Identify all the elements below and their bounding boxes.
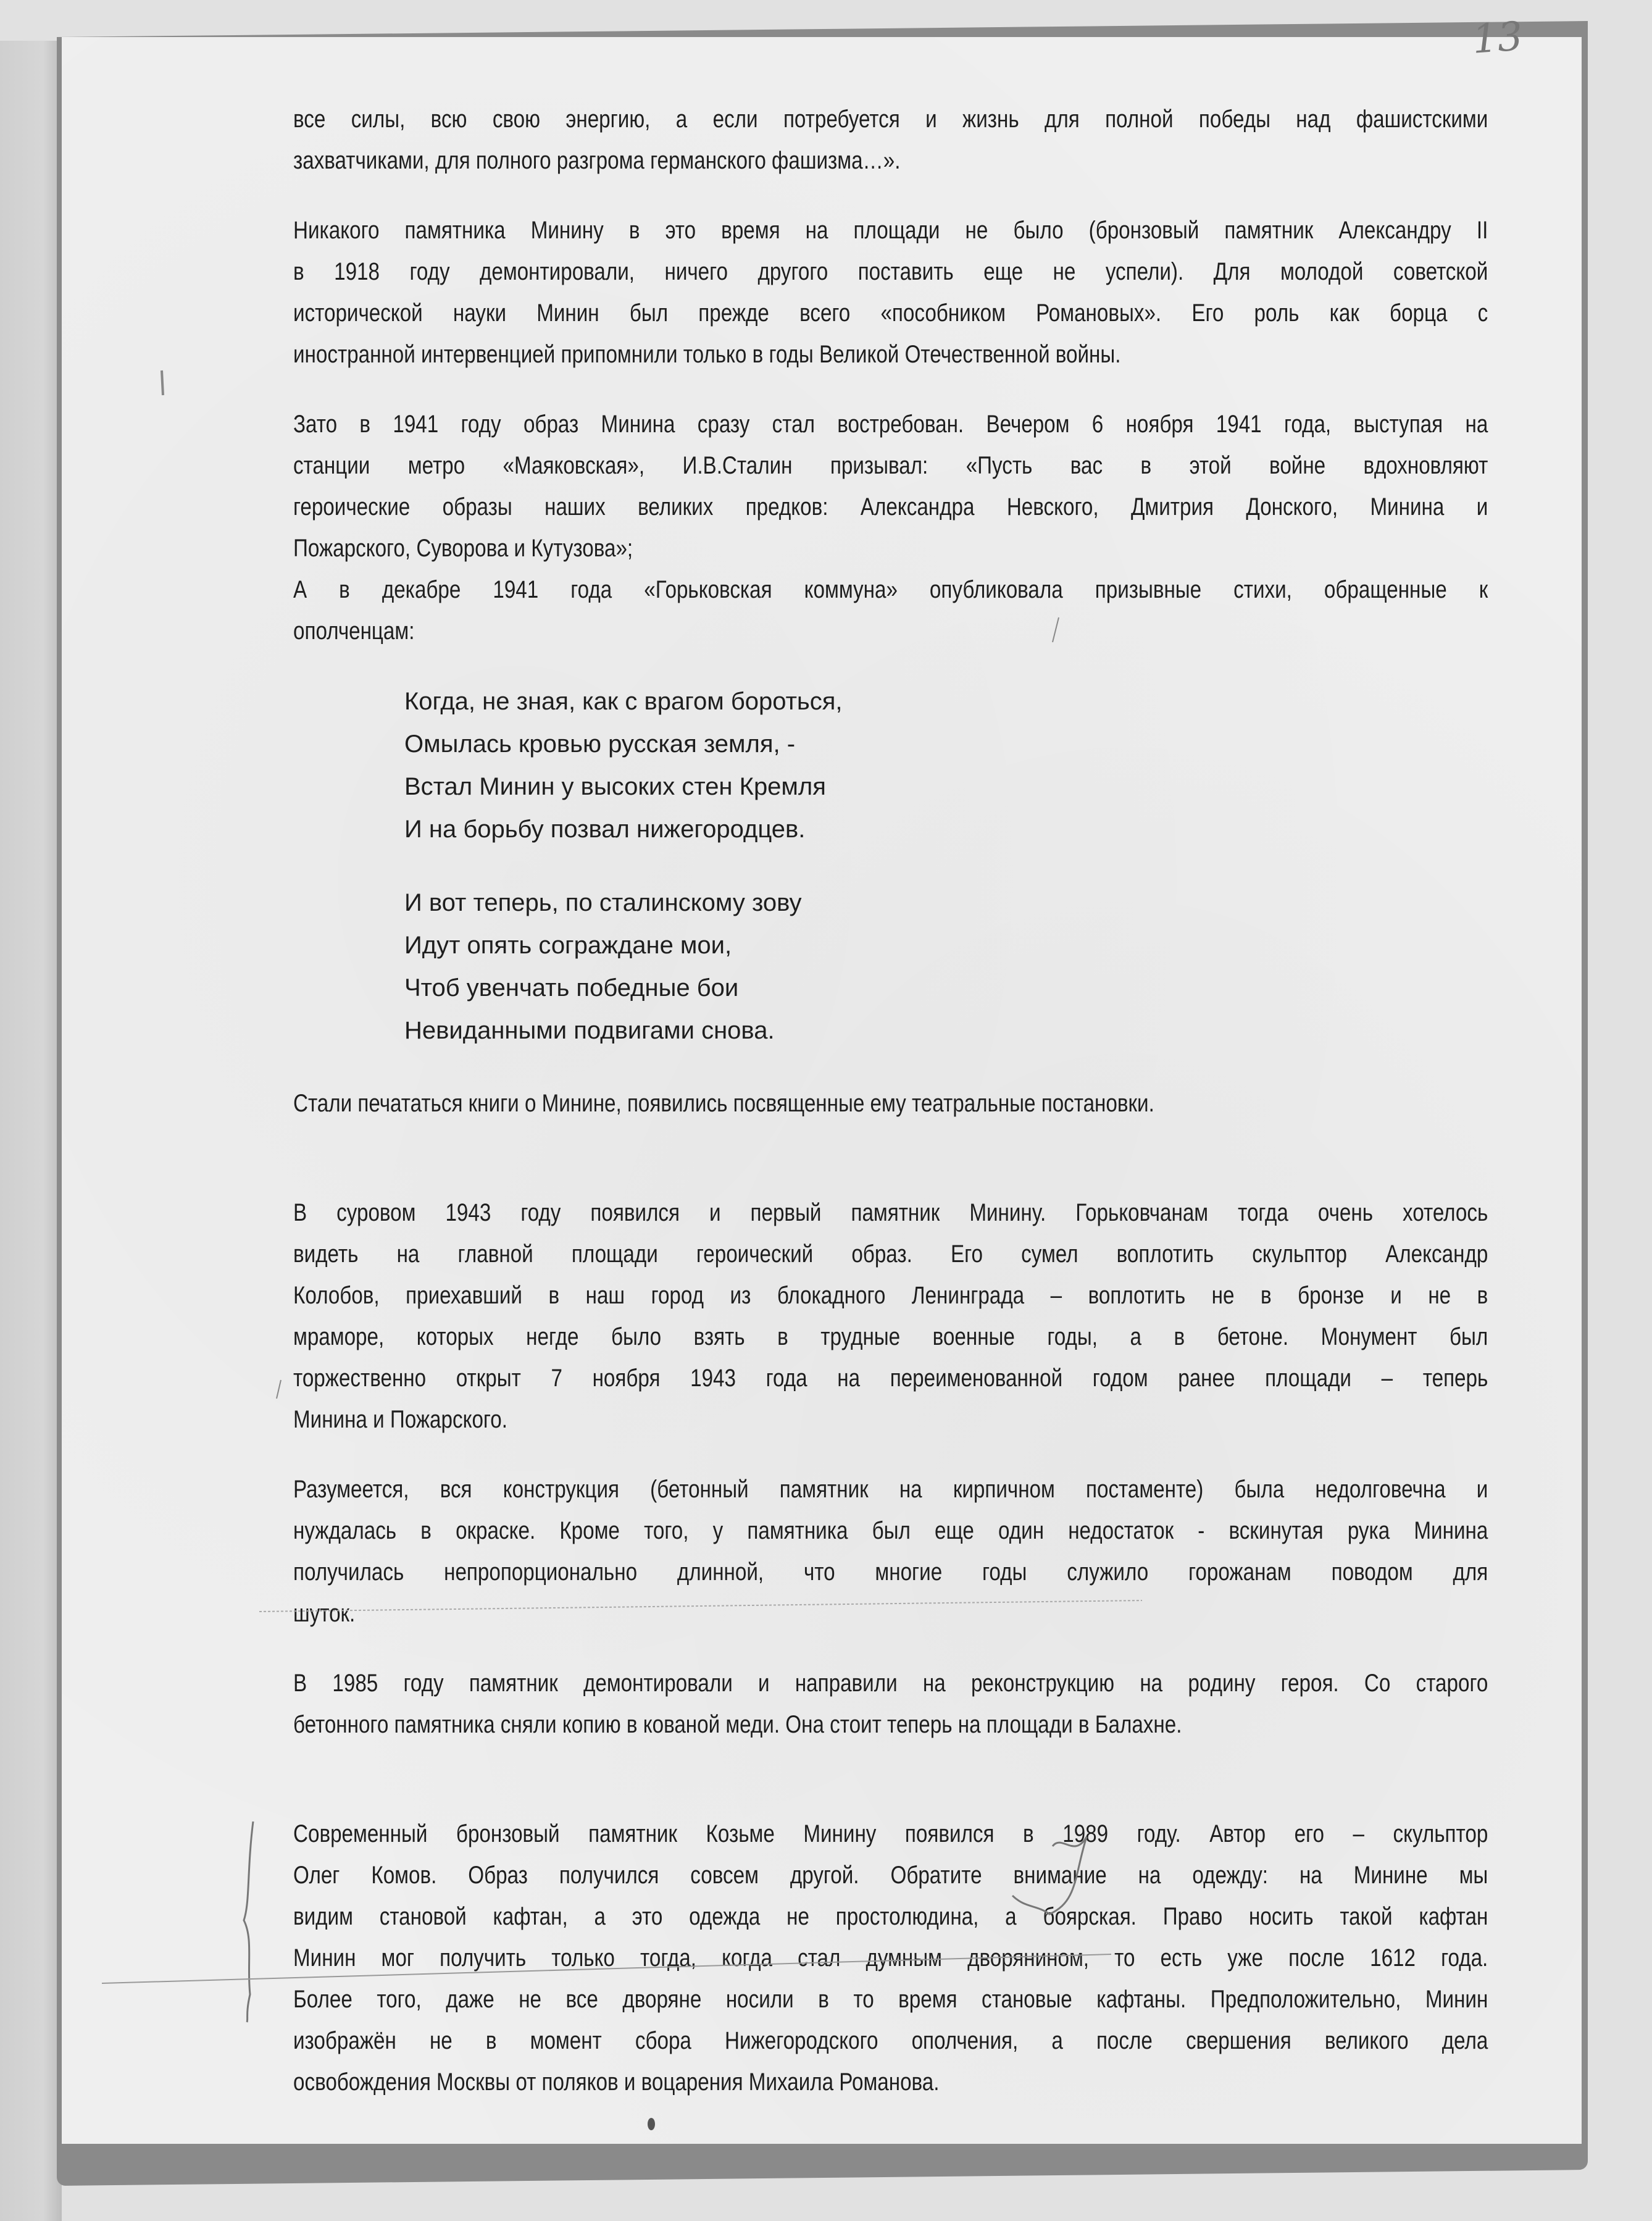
text-line: видим становой кафтан, а это одежда не простолюдина, а боярская. Право носить такой кафтан xyxy=(293,1903,1488,1930)
text-line: В суровом 1943 году появился и первый памятник Минину. Горьковчанам тогда очень хотелось xyxy=(293,1199,1488,1226)
text-line: Зато в 1941 году образ Минина сразу стал востребован. Вечером 6 ноября 1941 года, выступая на xyxy=(293,411,1488,438)
text-line: В 1985 году памятник демонтировали и направили на реконструкцию на родину героя. Со старого xyxy=(293,1670,1488,1697)
text-line: Олег Комов. Образ получился совсем другой. Обратите внимание на одежду: на Минине мы xyxy=(293,1862,1488,1889)
pencil-rule-line xyxy=(259,1600,1142,1612)
text-line: Современный бронзовый памятник Козьме Минину появился в 1989 году. Автор его – скульптор xyxy=(293,1820,1488,1847)
text-line: получилась непропорционально длинной, что многие годы служило горожанам поводом для xyxy=(293,1558,1488,1586)
text-line: Минин мог получить только тогда, когда стал думным дворянином, то есть уже после 1612 года. xyxy=(293,1944,1488,1972)
text-line: Разумеется, вся конструкция (бетонный памятник на кирпичном постаменте) была недолговечна и xyxy=(293,1476,1488,1503)
text-line: героические образы наших великих предков: Александра Невского, Дмитрия Донского, Минина и xyxy=(293,493,1488,521)
text-line: нуждалась в окраске. Кроме того, у памятника был еще один недостаток - вскинутая рука Минина xyxy=(293,1517,1488,1544)
paper-spot xyxy=(648,2118,655,2130)
text-line: Стали печататься книги о Минине, появились посвященные ему театральные постановки. xyxy=(293,1090,1154,1117)
text-line: в 1918 году демонтировали, ничего другого поставить еще не успели). Для молодой советской xyxy=(293,258,1488,285)
handwritten-page-number: 13 xyxy=(1471,14,1524,63)
text-line: шуток. xyxy=(293,1600,356,1627)
text-line: Никакого памятника Минину в это время на площади не было (бронзовый памятник Александру II xyxy=(293,217,1488,244)
text-line: видеть на главной площади героический образ. Его сумел воплотить скульптор Александр xyxy=(293,1240,1488,1268)
poem-line: Невиданными подвигами снова. xyxy=(404,1017,775,1044)
text-line: станции метро «Маяковская», И.В.Сталин призывал: «Пусть вас в этой войне вдохновляют xyxy=(293,452,1488,479)
text-line: Колобов, приехавший в наш город из блокадного Ленинграда – воплотить не в бронзе и не в xyxy=(293,1282,1488,1309)
text-line: А в декабре 1941 года «Горьковская коммуна» опубликовала призывные стихи, обращенные к xyxy=(293,576,1488,603)
poem-line: И на борьбу позвал нижегородцев. xyxy=(404,816,806,843)
text-line: торжественно открыт 7 ноября 1943 года на переименованной годом ранее площади – теперь xyxy=(293,1365,1488,1392)
text-line: Минина и Пожарского. xyxy=(293,1406,508,1433)
text-line: Пожарского, Суворова и Кутузова»; xyxy=(293,535,633,562)
underline-squiggle-mark xyxy=(1012,1837,1087,1914)
poem-line: Идут опять сограждане мои, xyxy=(404,932,732,959)
text-line: все силы, всю свою энергию, а если потребуется и жизнь для полной победы над фашистскими xyxy=(293,106,1488,133)
margin-bracket-mark xyxy=(244,1822,253,2022)
margin-tick-mark xyxy=(162,370,163,395)
text-line: ополченцам: xyxy=(293,617,415,645)
text-line: захватчиками, для полного разгрома германского фашизма…». xyxy=(293,147,901,174)
text-line: исторической науки Минин был прежде всего «пособником Романовых». Его роль как борца с xyxy=(293,299,1488,327)
text-line: изображён не в момент сбора Нижегородского ополчения, а после свершения великого дела xyxy=(293,2027,1488,2054)
text-line: бетонного памятника сняли копию в кованой меди. Она стоит теперь на площади в Балахне. xyxy=(293,1711,1182,1738)
text-line: иностранной интервенцией припомнили только в годы Великой Отечественной войны. xyxy=(293,341,1121,368)
margin-tick-mark xyxy=(277,1380,281,1399)
text-line: мраморе, которых негде было взять в трудные военные годы, а в бетоне. Монумент был xyxy=(293,1323,1488,1350)
poem-line: Когда, не зная, как с врагом бороться, xyxy=(404,688,843,715)
margin-tick-mark xyxy=(1053,617,1059,642)
poem-line: И вот теперь, по сталинскому зову xyxy=(404,889,802,916)
poem-line: Омылась кровью русская земля, - xyxy=(404,730,796,758)
text-line: Более того, даже не все дворяне носили в то время становые кафтаны. Предположительно, Минин xyxy=(293,1986,1488,2013)
poem-line: Встал Минин у высоких стен Кремля xyxy=(404,773,826,800)
pencil-rule-line xyxy=(102,1954,1111,1983)
text-line: освобождения Москвы от поляков и воцарения Михаила Романова. xyxy=(293,2068,940,2096)
poem-line: Чтоб увенчать победные бои xyxy=(404,974,739,1002)
